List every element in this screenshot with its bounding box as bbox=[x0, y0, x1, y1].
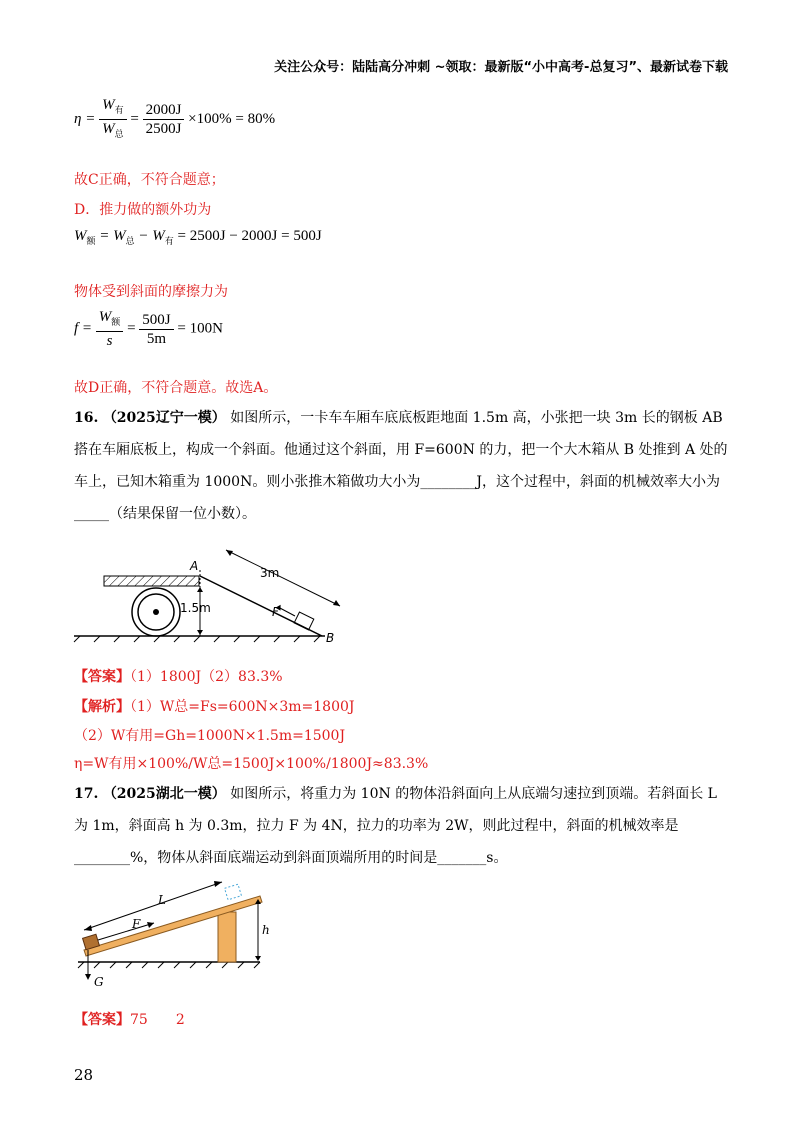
extra-work-formula: $W_额 = W_总 - W_有 = 2500J - 2000J = 500J$ bbox=[74, 228, 322, 246]
label-g: G bbox=[94, 975, 104, 989]
c-conclusion: 故C正确，不符合题意； bbox=[74, 172, 225, 188]
friction-intro: 物体受到斜面的摩擦力为 bbox=[74, 284, 228, 300]
wooden-box bbox=[294, 612, 314, 630]
label-a: A bbox=[190, 559, 199, 573]
truck-ramp-figure bbox=[70, 540, 360, 650]
label-length: 3m bbox=[260, 566, 280, 580]
page-header: 关注公众号：陆陆高分冲刺 ~领取：最新版“小中高考-总复习”、最新试卷下载 bbox=[274, 60, 728, 75]
incline-figure bbox=[70, 870, 280, 995]
object-top-position bbox=[225, 884, 242, 900]
q16-analysis-2: （2）W有用=Gh=1000N×1.5m=1500J bbox=[74, 728, 346, 744]
q16-analysis: 【解析】（1）W总=Fs=600N×3m=1800J bbox=[74, 699, 355, 715]
q16-analysis-3: η=W有用×100%/W总=1500J×100%/1800J≈83.3% bbox=[74, 756, 429, 772]
friction-formula: f = $\frac{W_额}{s}$ = $\frac{500J}{5m}$ = 100N bbox=[74, 309, 223, 349]
label-b: B bbox=[326, 631, 335, 645]
label-l: L bbox=[158, 893, 166, 907]
d-conclusion: 故D正确，不符合题意。故选A。 bbox=[74, 380, 278, 396]
support-block bbox=[218, 912, 236, 962]
d-intro: D．推力做的额外功为 bbox=[74, 202, 212, 218]
q16-answer: 【答案】（1）1800J（2）83.3% bbox=[74, 669, 283, 685]
truck-bed bbox=[104, 576, 199, 586]
question-16: 16. （2025辽宁一模） 如图所示，一卡车车厢车底底板距地面 1.5m 高，小张把一块 3m 长的钢板 AB 搭在车厢底板上，构成一个斜面。他通过这个斜面，用 F=600N 的力，把一个大木箱从 B 处推到 A 处的车上，已知木箱重为 1000N。则小张推木箱做功大小为________J，这个过程中，斜面的机械效率大小为_____（结果保留一位小数）。 bbox=[74, 410, 728, 522]
label-h: h bbox=[262, 923, 270, 937]
eta-symbol: η = bbox=[74, 110, 96, 127]
q17-answer: 【答案】75 2 bbox=[74, 1012, 185, 1028]
page-number: 28 bbox=[74, 1066, 94, 1084]
label-height: 1.5m bbox=[180, 601, 211, 615]
question-17: 17. （2025湖北一模） 如图所示，将重力为 10N 的物体沿斜面向上从底端匀速拉到顶端。若斜面长 L 为 1m，斜面高 h 为 0.3m，拉力 F 为 4N，拉力的功率为 2W，则此过程中，斜面的机械效率是________%，物体从斜面底端运动到斜面顶端所用的时间是_______s。 bbox=[74, 786, 717, 866]
label-f: F bbox=[132, 917, 141, 931]
label-force: F bbox=[272, 605, 279, 619]
efficiency-formula: η = $\frac{W_有}{W_总}$ = $\frac{2000J}{2500J}$ ×100% = 80% bbox=[74, 97, 276, 139]
